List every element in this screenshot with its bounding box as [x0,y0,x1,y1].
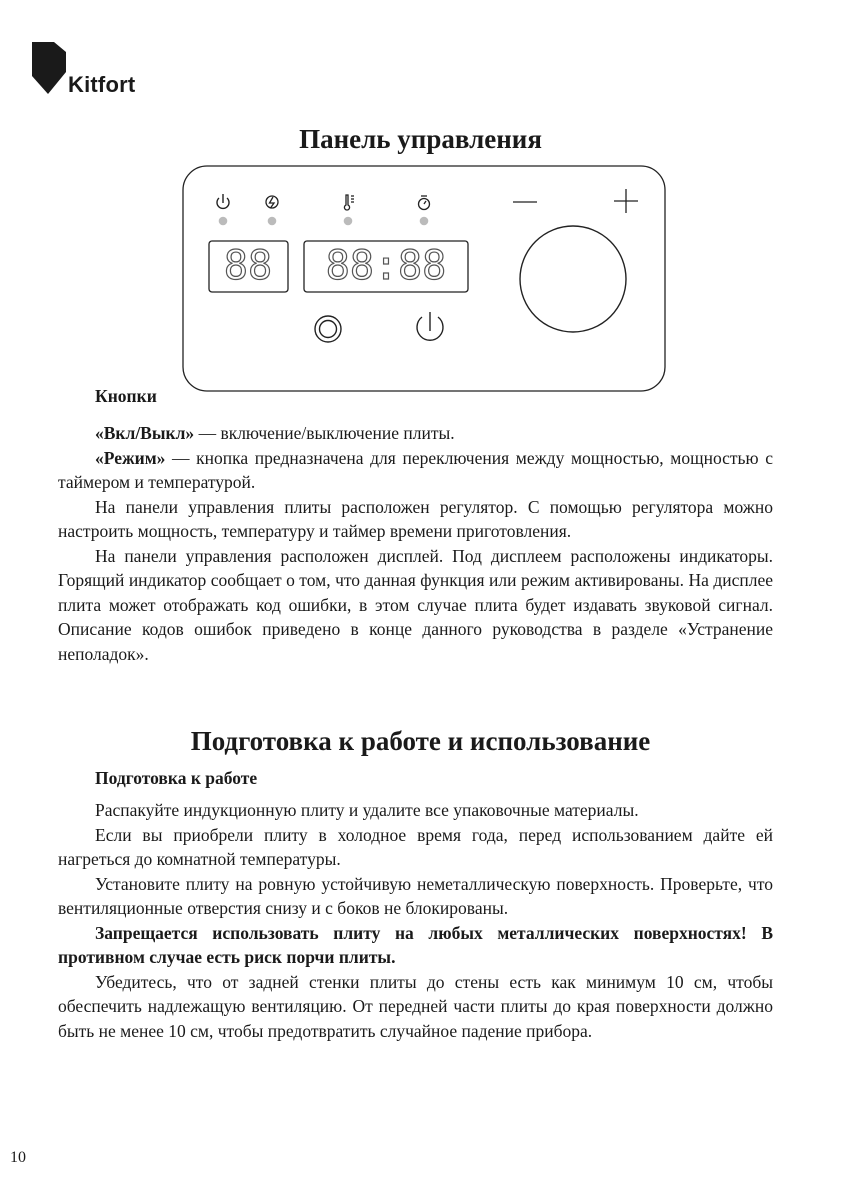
brand-logo [32,42,162,98]
plus-icon[interactable] [614,189,638,213]
display-large: 88:88 [325,243,447,289]
power-boost-icon [266,196,278,208]
section-title-control-panel: Панель управления [299,124,542,154]
paragraph-display: На панели управления расположен дисплей. Под дисплеем расположены индикаторы. Горящий индикатор сообщает о том, что данная функция или режим активированы. На дисплее плита может отображать код ошибки, в этом случае плита будет издавать звуковой сигнал. Описание кодов ошибок приведено в конце данного руководства в разделе «Устранение неполадок». [58,545,773,664]
page-number: 10 [10,1149,26,1166]
timer-icon [419,196,430,210]
power-icon [217,194,229,208]
paragraph-regulator: На панели управления плиты расположен регулятор. С помощью регулятора можно настроить мощность, температуру и таймер времени приготовления. [58,496,773,541]
indicator-row [219,217,429,226]
section-title-preparation: Подготовка к работе и использование [190,726,651,756]
label-power-button: «Вкл/Выкл» [95,423,195,443]
paragraph-unpack: Распакуйте индукционную плиту и удалите все упаковочные материалы. [95,800,639,820]
power-button[interactable] [417,312,443,340]
paragraph-ventilation: Убедитесь, что от задней стенки плиты до стены есть как минимум 10 см, чтобы обеспечить надлежащую вентиляцию. От передней части плиты до края поверхности должно быть не менее 10 см, чтобы предотвратить случайное падение прибора. [58,971,773,1041]
display-small: 88 [223,243,273,289]
paragraph-power-button: «Вкл/Выкл» — включение/выключение плиты. [95,423,455,443]
paragraph-warning: Запрещается использовать плиту на любых металлических поверхностях! В противном случае есть риск порчи плиты. [58,922,773,967]
control-panel-illustration [182,165,666,392]
control-panel-drawing [182,165,666,392]
section1-body [58,421,773,666]
paragraph-mode-button: «Режим» — кнопка предназначена для переключения между мощностью, мощностью с таймером и температурой. [58,447,773,492]
preparation-subheading: Подготовка к работе [95,768,258,788]
section2-body [58,798,773,1043]
regulator-knob[interactable] [520,226,626,332]
paragraph-cold-season: Если вы приобрели плиту в холодное время года, перед использованием дайте ей нагреться до комнатной температуры. [58,824,773,869]
mode-button[interactable] [315,316,341,342]
indicator-temperature [344,217,353,226]
label-mode-button: «Режим» [95,447,166,468]
indicator-timer [420,217,429,226]
brand-name: Kitfort [68,72,136,97]
kitfort-logo-mark [32,42,66,96]
temperature-icon [344,195,354,210]
indicator-boost [268,217,277,226]
indicator-power [219,217,228,226]
paragraph-surface: Установите плиту на ровную устойчивую неметаллическую поверхность. Проверьте, что вентиляционные отверстия снизу и с боков не блокированы. [58,873,773,918]
buttons-heading: Кнопки [95,386,157,406]
